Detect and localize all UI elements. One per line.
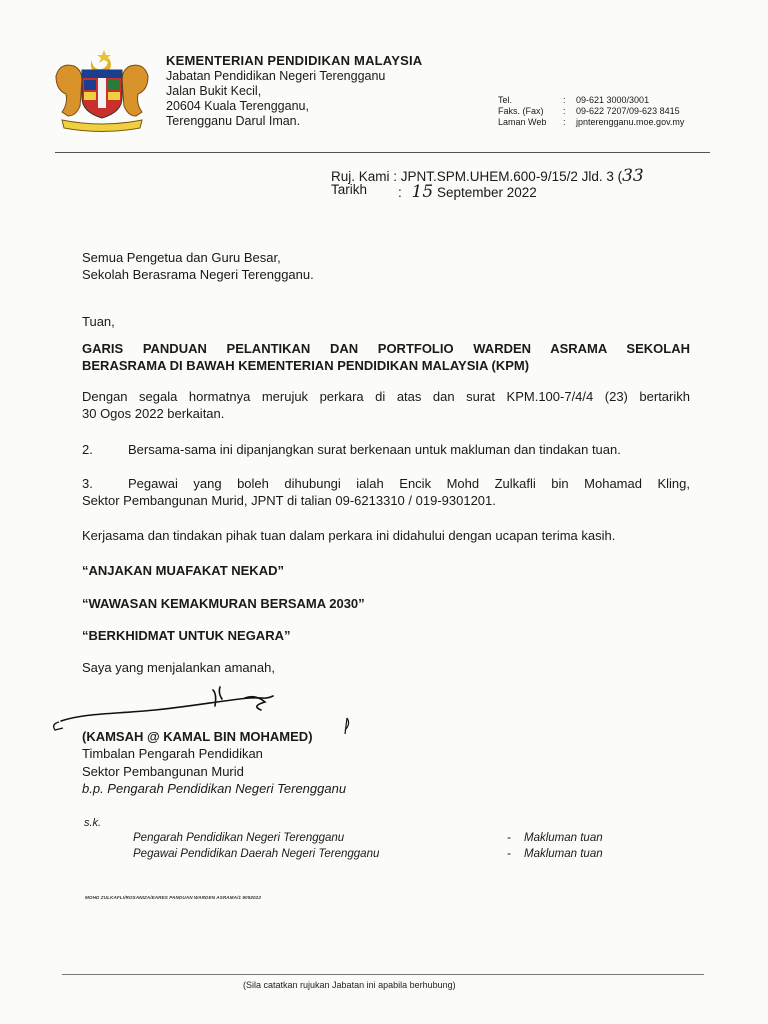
paragraph-2-text: Bersama-sama ini dipanjangkan surat berkenaan untuk makluman dan tindakan tuan.: [128, 442, 621, 457]
motto-3: “BERKHIDMAT UNTUK NEGARA”: [82, 628, 291, 643]
footer-note: (Sila catatkan rujukan Jabatan ini apabila berhubung): [243, 980, 456, 990]
paragraph-1-line-1: Dengan segala hormatnya merujuk perkara di atas dan surat KPM.100-7/4/4 (23) bertarikh: [82, 389, 690, 404]
contact-tel-sep: :: [563, 95, 566, 105]
closing-line: Saya yang menjalankan amanah,: [82, 660, 275, 675]
cc-recipient-1: Pengarah Pendidikan Negeri Terengganu: [133, 832, 345, 844]
contact-tel-label: Tel.: [498, 95, 513, 105]
file-reference: MOHD ZULKAFLI/ROSANIZA/EARES PANDUAN WARDEN ASRAMA/1 9092022: [85, 895, 261, 900]
date-value-group: [398, 182, 537, 202]
address-state: Terengganu Darul Iman.: [166, 114, 301, 128]
cc-dash-1: -: [507, 832, 511, 844]
ruj-label: Ruj. Kami: [331, 169, 390, 184]
ruj-value: : JPNT.SPM.UHEM.600-9/15/2 Jld. 3 (: [393, 169, 623, 184]
contact-tel-value: 09-621 3000/3001: [576, 95, 650, 105]
cc-label: s.k.: [84, 817, 102, 829]
coat-of-arms-emblem: [48, 46, 156, 134]
date-line: [331, 182, 367, 197]
cc-note-2: Makluman tuan: [524, 848, 603, 860]
contact-web-value: jpnterengganu.moe.gov.my: [576, 117, 685, 127]
salutation: Tuan,: [82, 314, 115, 329]
contact-fax-label: Faks. (Fax): [498, 106, 544, 116]
signatory-title-1: Timbalan Pengarah Pendidikan: [82, 746, 263, 761]
footer-divider: [62, 974, 704, 975]
department-name: Jabatan Pendidikan Negeri Terengganu: [166, 69, 386, 83]
signatory-title-2: Sektor Pembangunan Murid: [82, 764, 244, 779]
contact-fax-value: 09-622 7207/09-623 8415: [576, 106, 680, 116]
contact-web-sep: :: [563, 117, 566, 127]
signatory-name: (KAMSAH @ KAMAL BIN MOHAMED): [82, 729, 313, 744]
tarikh-sep: :: [398, 185, 402, 200]
tarikh-handwritten-day: 15: [411, 182, 434, 202]
ruj-handwritten-number: 33: [622, 166, 644, 186]
cc-dash-2: -: [507, 848, 511, 860]
paragraph-1-line-2: 30 Ogos 2022 berkaitan.: [82, 406, 225, 421]
paragraph-3-number: 3.: [82, 476, 93, 491]
cc-recipient-2: Pegawai Pendidikan Daerah Negeri Terengganu: [133, 848, 380, 860]
recipient-line-1: Semua Pengetua dan Guru Besar,: [82, 250, 281, 265]
header-divider: [55, 152, 710, 153]
subject-line-2: BERASRAMA DI BAWAH KEMENTERIAN PENDIDIKAN MALAYSIA (KPM): [82, 358, 530, 373]
paragraph-3-line-1: Pegawai yang boleh dihubungi ialah Encik Mohd Zulkafli bin Mohamad Kling,: [128, 476, 690, 491]
tarikh-value: September 2022: [436, 185, 537, 200]
subject-line-1: GARIS PANDUAN PELANTIKAN DAN PORTFOLIO WARDEN ASRAMA SEKOLAH: [82, 341, 690, 356]
paragraph-4: Kerjasama dan tindakan pihak tuan dalam perkara ini didahului dengan ucapan terima kasih.: [82, 528, 616, 543]
signatory-title-3: b.p. Pengarah Pendidikan Negeri Terengganu: [82, 781, 347, 796]
address-city: 20604 Kuala Terengganu,: [166, 99, 309, 113]
paragraph-3-line-2: Sektor Pembangunan Murid, JPNT di talian 09-6213310 / 019-9301201.: [82, 493, 496, 508]
cc-note-1: Makluman tuan: [524, 832, 603, 844]
motto-2: “WAWASAN KEMAKMURAN BERSAMA 2030”: [82, 596, 365, 611]
contact-web-label: Laman Web: [498, 117, 547, 127]
organization-name: KEMENTERIAN PENDIDIKAN MALAYSIA: [166, 53, 423, 68]
tarikh-label: Tarikh: [331, 182, 368, 197]
recipient-line-2: Sekolah Berasrama Negeri Terengganu.: [82, 267, 314, 282]
motto-1: “ANJAKAN MUAFAKAT NEKAD”: [82, 563, 284, 578]
contact-fax-sep: :: [563, 106, 566, 116]
paragraph-2-number: 2.: [82, 442, 93, 457]
address-street: Jalan Bukit Kecil,: [166, 84, 262, 98]
